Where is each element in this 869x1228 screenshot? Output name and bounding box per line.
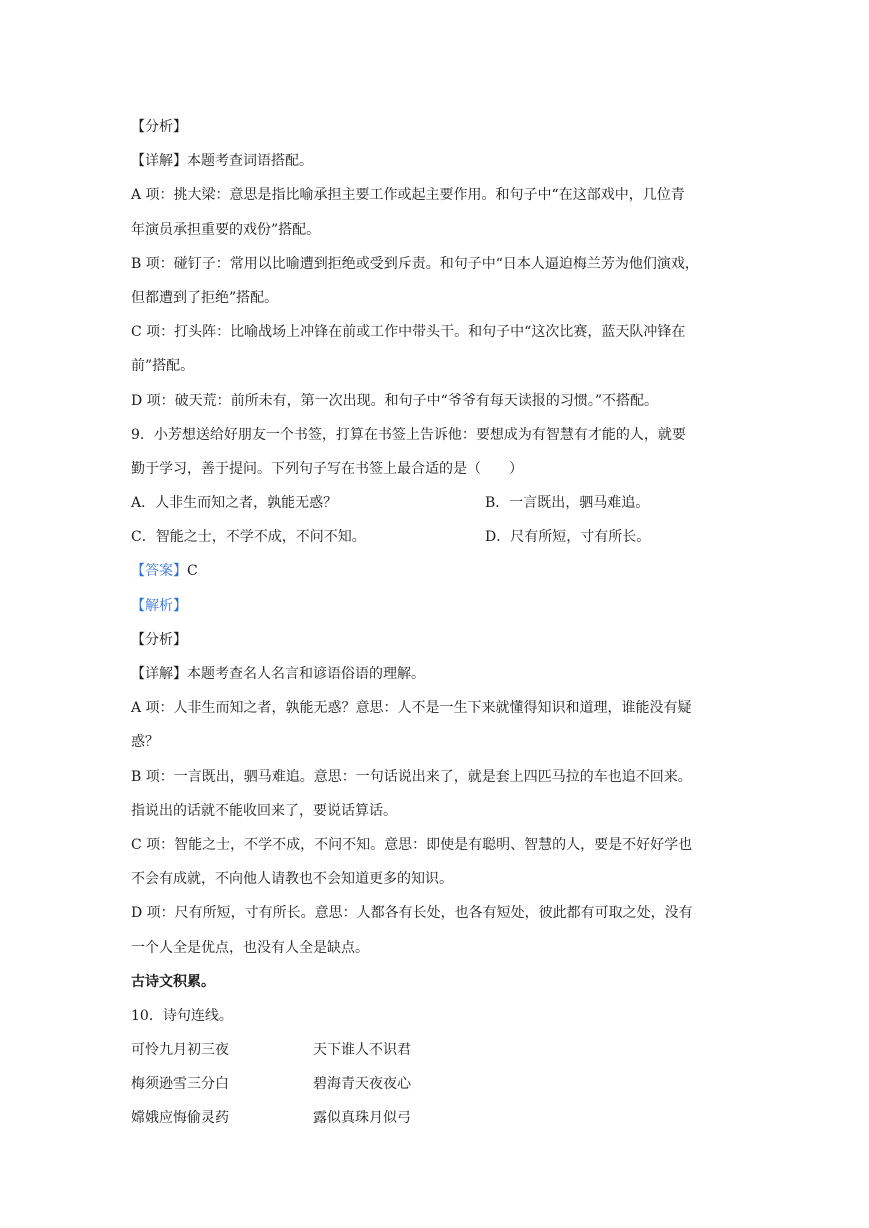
option-b-explanation-line2: 但都遭到了拒绝”搭配。 xyxy=(131,289,279,306)
answer-label: 【答案】 xyxy=(131,563,187,580)
question-9-option-a: A．人非生而知之者，孰能无惑？ xyxy=(131,495,338,512)
option-a-explanation-line1: A 项：挑大梁：意思是指比喻承担主要工作或起主要作用。和句子中“在这部戏中，几位青 xyxy=(131,187,685,204)
poem-match-row xyxy=(131,1033,751,1067)
detail-line-2: 【详解】本题考查名人名言和谚语俗语的理解。 xyxy=(131,666,425,682)
poem-match-row xyxy=(131,1101,751,1135)
option-c-explanation-line1: C 项：打头阵：比喻战场上冲锋在前或工作中带头干。和句子中“这次比赛，蓝天队冲锋在 xyxy=(131,324,686,341)
question-9-option-d: D．尺有所短，寸有所长。 xyxy=(485,529,651,546)
q9-option-d-explanation-line2: 一个人全是优点，也没有人全是缺点。 xyxy=(131,939,369,956)
question-9-option-c: C．智能之士，不学不成，不问不知。 xyxy=(131,529,366,546)
option-d-explanation-line1: D 项：破天荒：前所未有，第一次出现。和句子中“爷爷有每天读报的习惯。”不搭配。 xyxy=(131,392,658,409)
question-9-stem-line1: 9．小芳想送给好朋友一个书签，打算在书签上告诉他：要想成为有智慧有才能的人，就要 xyxy=(131,426,686,443)
page-content xyxy=(131,110,751,1136)
poem-right-line: 碧海青天夜夜心 xyxy=(313,1076,411,1093)
q9-option-b-explanation-line2: 指说出的话就不能收回来了，要说话算话。 xyxy=(131,802,397,819)
answer-line xyxy=(131,554,751,588)
option-b-explanation-line1: B 项：碰钉子：常用以比喻遭到拒绝或受到斥责。和句子中“日本人逼迫梅兰芳为他们演戏， xyxy=(131,255,699,272)
question-9-options-row1 xyxy=(131,486,751,520)
poem-right-line: 露似真珠月似弓 xyxy=(313,1110,411,1127)
analysis-label-2: 【分析】 xyxy=(131,631,187,648)
analysis-label: 【分析】 xyxy=(131,119,187,135)
detail-line: 【详解】本题考查词语搭配。 xyxy=(131,153,313,170)
q9-option-d-explanation-line1: D 项：尺有所短，寸有所长。意思：人都各有长处，也各有短处，彼此都有可取之处，没有 xyxy=(131,905,693,922)
section-heading: 古诗文积累。 xyxy=(131,973,215,990)
q9-option-c-explanation-line2: 不会有成就，不向他人请教也不会知道更多的知识。 xyxy=(131,871,453,888)
answer-value: C xyxy=(187,563,198,580)
question-9-options-row2 xyxy=(131,520,751,554)
explanation-label: 【解析】 xyxy=(131,597,187,614)
question-9-stem-line2: 勤于学习，善于提问。下列句子写在书签上最合适的是（ ） xyxy=(131,460,523,477)
poem-left-line: 嫦娥应悔偷灵药 xyxy=(131,1110,229,1127)
option-c-explanation-line2: 前”搭配。 xyxy=(131,358,195,375)
q9-option-a-explanation-line1: A 项：人非生而知之者，孰能无惑？意思：人不是一生下来就懂得知识和道理，谁能没有疑 xyxy=(131,700,692,717)
option-a-explanation-line2: 年演员承担重要的戏份”搭配。 xyxy=(131,221,321,238)
poem-match-row xyxy=(131,1067,751,1101)
poem-right-line: 天下谁人不识君 xyxy=(313,1042,411,1059)
poem-left-line: 梅须逊雪三分白 xyxy=(131,1076,229,1093)
question-10-stem: 10．诗句连线。 xyxy=(131,1007,233,1024)
question-9-option-b: B．一言既出，驷马难追。 xyxy=(485,495,650,512)
q9-option-c-explanation-line1: C 项：智能之士，不学不成，不问不知。意思：即使是有聪明、智慧的人，要是不好好学也 xyxy=(131,836,693,853)
q9-option-b-explanation-line1: B 项：一言既出，驷马难追。意思：一句话说出来了，就是套上四匹马拉的车也追不回来。 xyxy=(131,768,692,785)
poem-left-line: 可怜九月初三夜 xyxy=(131,1042,229,1059)
q9-option-a-explanation-line2: 惑？ xyxy=(131,734,159,751)
